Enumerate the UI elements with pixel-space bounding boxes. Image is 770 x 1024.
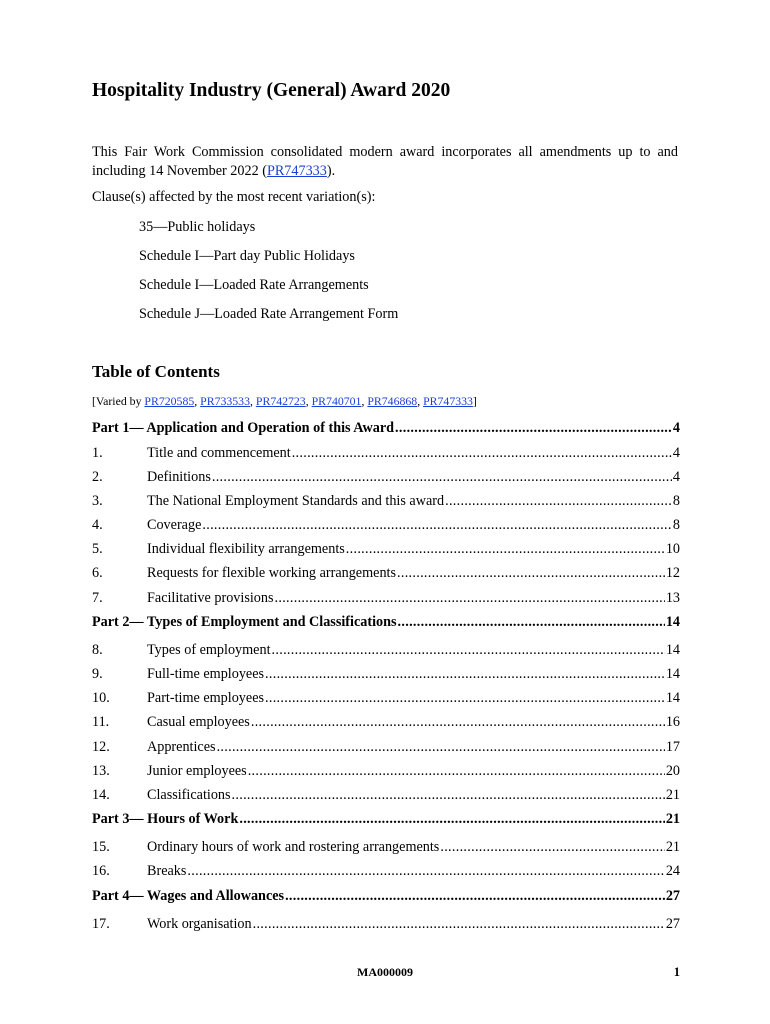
toc-clause-entry[interactable]: [92, 493, 680, 517]
toc-dot-leader: [232, 787, 665, 804]
toc-dot-leader: [202, 517, 672, 534]
toc-entry-page: 4: [672, 420, 680, 436]
toc-entry-number: 2.: [92, 468, 103, 485]
toc-dot-leader: [285, 888, 665, 905]
toc-entry-number: 16.: [92, 863, 110, 880]
toc-clause-entry[interactable]: [92, 541, 680, 565]
varied-suffix: ]: [472, 394, 477, 408]
toc-entry-page: 4: [672, 444, 680, 461]
toc-dot-leader: [187, 863, 664, 880]
affected-clause-item: Schedule I—Part day Public Holidays: [139, 248, 355, 264]
toc-dot-leader: [248, 763, 665, 780]
intro-end: ).: [326, 163, 336, 179]
toc-entry-label: Ordinary hours of work and rostering arrangements: [147, 839, 440, 856]
toc-entry-number: 10.: [92, 690, 110, 707]
intro-variation-link[interactable]: PR747333: [266, 163, 327, 179]
toc-entry-label: Part 1— Application and Operation of this Award: [92, 420, 395, 436]
toc-clause-entry[interactable]: [92, 642, 680, 666]
footer-document-id: MA000009: [357, 965, 413, 979]
toc-entry-page: 4: [672, 468, 680, 485]
toc-clause-entry[interactable]: [92, 666, 680, 690]
toc-entry-number: 5.: [92, 541, 103, 558]
varied-prefix: [Varied by: [92, 394, 145, 408]
toc-dot-leader: [239, 811, 664, 828]
toc-entry-page: 17: [665, 738, 680, 755]
toc-entry-page: 14: [665, 666, 680, 682]
document-title: Hospitality Industry (General) Award 2020: [92, 80, 451, 101]
toc-entry-number: 7.: [92, 589, 103, 606]
toc-entry-number: 8.: [92, 641, 103, 658]
varied-link[interactable]: PR720585: [144, 394, 195, 408]
table-of-contents: [92, 420, 680, 940]
toc-dot-leader: [397, 565, 665, 582]
affected-clause-item: Schedule J—Loaded Rate Arrangement Form: [139, 306, 399, 322]
toc-clause-entry[interactable]: [92, 469, 680, 493]
toc-entry-label: Part-time employees: [147, 690, 265, 707]
toc-clause-entry[interactable]: [92, 739, 680, 763]
affected-clause-item: 35—Public holidays: [139, 219, 256, 235]
toc-entry-label: Breaks: [147, 863, 187, 880]
toc-entry-page: 14: [665, 641, 680, 658]
toc-entry-number: 12.: [92, 738, 110, 755]
toc-entry-number: 13.: [92, 762, 110, 779]
toc-heading: Table of Contents: [92, 362, 220, 381]
affected-clause-item: Schedule I—Loaded Rate Arrangements: [139, 277, 369, 293]
toc-dot-leader: [292, 445, 672, 462]
toc-entry-number: 14.: [92, 786, 110, 803]
toc-dot-leader: [265, 690, 665, 707]
toc-part-entry[interactable]: [92, 420, 680, 445]
toc-entry-number: 17.: [92, 915, 110, 932]
toc-entry-label: Part 4— Wages and Allowances: [92, 887, 285, 904]
toc-entry-page: 14: [665, 613, 680, 630]
toc-dot-leader: [395, 420, 672, 437]
toc-dot-leader: [251, 714, 665, 731]
toc-clause-entry[interactable]: [92, 787, 680, 811]
toc-entry-label: Part 2— Types of Employment and Classifications: [92, 613, 397, 630]
toc-entry-number: 15.: [92, 839, 110, 856]
affected-clauses-list: [139, 218, 398, 334]
toc-entry-page: 8: [672, 492, 680, 509]
varied-link[interactable]: PR746868: [367, 394, 418, 408]
toc-dot-leader: [217, 739, 665, 756]
toc-clause-entry[interactable]: [92, 690, 680, 714]
toc-clause-entry[interactable]: [92, 590, 680, 614]
toc-dot-leader: [272, 642, 665, 659]
toc-dot-leader: [398, 614, 665, 631]
toc-entry-number: 11.: [92, 714, 110, 731]
toc-clause-entry[interactable]: [92, 916, 680, 940]
toc-entry-label: Classifications: [147, 786, 231, 803]
toc-clause-entry[interactable]: [92, 714, 680, 738]
toc-entry-label: Definitions: [147, 468, 211, 485]
toc-clause-entry[interactable]: [92, 839, 680, 863]
toc-entry-page: 10: [665, 541, 680, 558]
toc-dot-leader: [212, 469, 672, 486]
toc-entry-label: Individual flexibility arrangements: [147, 541, 345, 558]
toc-dot-leader: [445, 493, 672, 510]
toc-entry-page: 27: [665, 887, 680, 904]
toc-entry-label: Coverage: [147, 517, 202, 534]
toc-entry-page: 16: [665, 714, 680, 731]
toc-entry-label: Title and commencement: [147, 444, 291, 461]
toc-entry-page: 8: [672, 517, 680, 534]
toc-entry-label: Casual employees: [147, 714, 250, 731]
toc-entry-label: Work organisation: [147, 915, 252, 932]
footer-page-number: 1: [673, 965, 680, 979]
toc-clause-entry[interactable]: [92, 763, 680, 787]
intro-paragraph: [92, 143, 678, 181]
toc-entry-number: 3.: [92, 492, 103, 509]
toc-dot-leader: [346, 541, 665, 558]
toc-entry-page: 27: [665, 915, 680, 932]
toc-part-entry[interactable]: [92, 811, 680, 839]
toc-entry-number: 1.: [92, 444, 103, 461]
toc-entry-number: 4.: [92, 517, 103, 534]
toc-dot-leader: [275, 590, 665, 607]
toc-entry-page: 14: [665, 690, 680, 707]
toc-entry-page: 21: [665, 786, 680, 803]
toc-entry-label: The National Employment Standards and this award: [147, 492, 445, 509]
varied-link[interactable]: PR747333: [423, 394, 473, 408]
toc-entry-label: Junior employees: [147, 762, 247, 779]
toc-entry-page: 21: [665, 811, 680, 828]
toc-clause-entry[interactable]: [92, 517, 680, 541]
toc-entry-page: 24: [665, 863, 680, 880]
toc-entry-page: 21: [665, 839, 680, 856]
toc-entry-label: Full-time employees: [147, 666, 265, 682]
toc-entry-label: Part 3— Hours of Work: [92, 811, 239, 828]
toc-entry-number: 9.: [92, 666, 103, 682]
toc-part-entry[interactable]: [92, 614, 680, 642]
varied-link[interactable]: PR733533: [200, 394, 250, 408]
toc-entry-page: 20: [665, 762, 680, 779]
varied-link[interactable]: PR742723: [255, 394, 306, 408]
intro-text: This Fair Work Commission consolidated modern award incorporates all amendments up to and including 14 November 2022 (: [92, 144, 678, 179]
toc-clause-entry[interactable]: [92, 863, 680, 887]
toc-dot-leader: [253, 916, 665, 933]
toc-dot-leader: [440, 839, 664, 856]
toc-dot-leader: [265, 666, 665, 683]
toc-part-entry[interactable]: [92, 888, 680, 916]
varied-by-line: [Varied by PR720585, PR733533, PR742723, PR740701, PR746868, PR747333]: [92, 394, 477, 408]
varied-link[interactable]: PR740701: [311, 394, 362, 408]
toc-entry-page: 13: [665, 589, 680, 606]
toc-entry-label: Types of employment: [147, 641, 271, 658]
affected-clauses-label: Clause(s) affected by the most recent variation(s):: [92, 189, 376, 205]
toc-entry-label: Requests for flexible working arrangements: [147, 565, 396, 582]
toc-entry-label: Facilitative provisions: [147, 589, 274, 606]
toc-entry-page: 12: [665, 565, 680, 582]
toc-clause-entry[interactable]: [92, 445, 680, 469]
toc-entry-number: 6.: [92, 565, 103, 582]
toc-clause-entry[interactable]: [92, 565, 680, 589]
toc-entry-label: Apprentices: [147, 738, 216, 755]
